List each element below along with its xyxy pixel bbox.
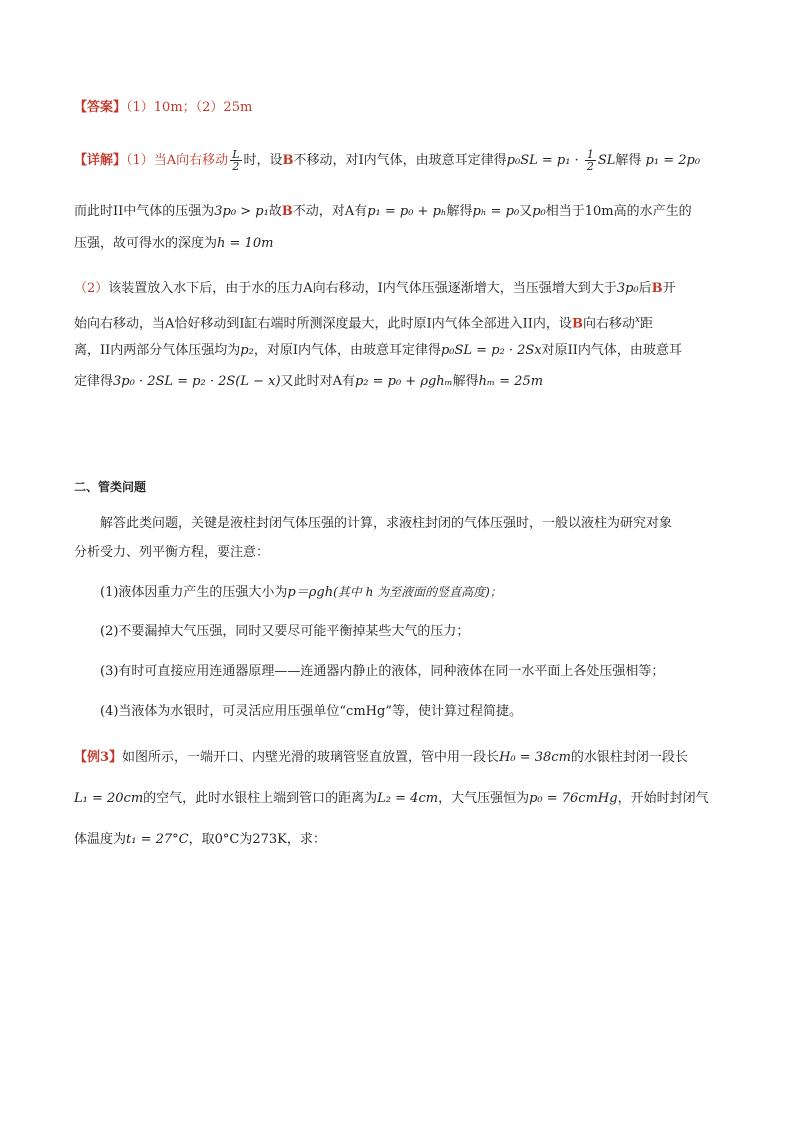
example-line-3 [74, 830, 326, 850]
detail-text: 解得 [615, 153, 642, 168]
detail-text: 距 [640, 316, 654, 332]
fraction-1-over-2 [585, 149, 596, 172]
detail-text: 又 [519, 204, 533, 219]
equation: p₂ [240, 343, 254, 358]
detail-text: 离，II内两部分气体压强均为 [74, 343, 241, 358]
part2-line-3 [74, 341, 682, 361]
equation: t₁ = 27°C [126, 832, 189, 847]
equation: SL [597, 153, 616, 168]
list-item: (4)当液体为水银时，可灵活应用压强单位“cmHg”等，使计算过程简捷。 [100, 704, 522, 719]
detail-text: 故 [268, 204, 282, 219]
equation: 3p₀ · 2SL = p₂ · 2S(L − x) [113, 374, 281, 389]
equation: p₁ = p₀ + pₕ [367, 204, 447, 219]
equation: L₂ = 4cm [377, 791, 439, 806]
detail-label: 【详解】 [74, 153, 127, 168]
equation: p₀ [532, 204, 546, 219]
equation: p＝ρgh [287, 585, 334, 600]
list-item [100, 582, 502, 603]
equation: L₁ = 20cm [74, 791, 144, 806]
frac-num: L [232, 148, 240, 161]
equation: h = 10m [217, 236, 274, 251]
detail-line-2 [74, 202, 692, 222]
equation: H₀ = 38cm [499, 750, 571, 765]
detail-line-3 [74, 234, 273, 254]
part2-line-2 [74, 310, 653, 334]
detail-text: 对原II内气体，由玻意耳 [541, 343, 682, 358]
example-text: ，大气压强恒为 [438, 791, 530, 806]
detail-text: 向右移动 [582, 316, 635, 332]
answer-label: 【答案】 [74, 100, 127, 115]
equation: 3p₀ [616, 281, 639, 296]
equation: p₀SL = p₂ · 2Sx [440, 343, 542, 358]
example-text: ，开始时封闭气 [617, 791, 709, 806]
detail-text: 又此时对A有 [280, 374, 355, 389]
list-item-text: (其中 h 为至液面的竖直高度)； [333, 585, 502, 599]
detail-text: 开 [662, 281, 676, 296]
section-intro-2: 分析受力、列平衡方程，要注意： [74, 545, 270, 560]
equation: hₘ = 25m [478, 374, 544, 389]
equation: p₁ = 2p₀ [645, 153, 701, 168]
example-text: 如图所示，一端开口、内壁光滑的玻璃管竖直放置，管中用一段长 [122, 750, 500, 765]
fraction-l-over-2 [230, 149, 241, 172]
piston-b: B [651, 281, 663, 296]
detail-text: 定律得 [74, 374, 114, 389]
piston-b: B [282, 153, 294, 168]
detail-text: 该装置放入水下后，由于水的压力A向右移动，I内气体压强逐渐增大，当压强增大到大于 [108, 281, 617, 296]
detail-text: 不动，对A有 [292, 204, 368, 219]
equation: p₀SL = p₁ · [506, 153, 583, 168]
example-text: 体温度为 [74, 832, 127, 847]
example-label: 【例3】 [74, 750, 123, 765]
piston-b: B [281, 204, 293, 219]
section-intro-1: 解答此类问题，关键是液柱封闭气体压强的计算，求液柱封闭的气体压强时，一般以液柱为研究对象 [100, 516, 673, 531]
detail-text: （1）当A向右移动 [126, 153, 229, 168]
section-title: 二、管类问题 [74, 480, 147, 494]
list-item-text: (1)液体因重力产生的压强大小为 [100, 585, 288, 600]
detail-text: 压强，故可得水的深度为 [74, 236, 218, 251]
frac-num: 1 [586, 148, 594, 161]
frac-den: 2 [232, 160, 240, 173]
answer-values: （1）10m；（2）25m [126, 100, 253, 115]
example-text: 的水银柱封闭一段长 [570, 750, 688, 765]
equation: p₀ = 76cmHg [529, 791, 618, 806]
detail-text: 解得 [446, 204, 473, 219]
equation: p₂ = p₀ + ρghₘ [354, 374, 453, 389]
detail-text: 不移动，对I内气体，由玻意耳定律得 [293, 153, 507, 168]
equation: 3p₀ > p₁ [214, 204, 269, 219]
part2-line-1 [74, 279, 676, 299]
variable-x: x [634, 315, 641, 325]
list-item: (2)不要漏掉大气压强，同时又要尽可能平衡掉某些大气的压力； [100, 624, 470, 639]
equation: pₕ = p₀ [472, 204, 520, 219]
frac-den: 2 [586, 160, 594, 173]
list-item: (3)有时可直接应用连通器原理——连通器内静止的液体，同种液体在同一水平面上各处压强相等； [100, 664, 665, 679]
detail-line-1 [74, 148, 700, 174]
part2-line-4 [74, 372, 543, 392]
example-text: ，取0°C为273K，求： [188, 832, 326, 847]
detail-text: 后 [638, 281, 652, 296]
example-line-1 [74, 748, 688, 768]
detail-text: 相当于10m高的水产生的 [545, 204, 692, 219]
piston-b: B [571, 316, 583, 332]
detail-text: 而此时II中气体的压强为 [74, 204, 215, 219]
example-text: 的空气，此时水银柱上端到管口的距离为 [143, 791, 378, 806]
detail-text: 时，设 [243, 153, 283, 168]
detail-text: 始向右移动，当A恰好移动到I缸右端时所测深度最大，此时原I内气体全部进入II内，设 [74, 316, 572, 332]
detail-text: ，对原I内气体，由玻意耳定律得 [253, 343, 441, 358]
part-number: （2） [74, 281, 109, 296]
answer-line [74, 98, 252, 118]
detail-text: 解得 [452, 374, 479, 389]
example-line-2 [74, 789, 709, 809]
